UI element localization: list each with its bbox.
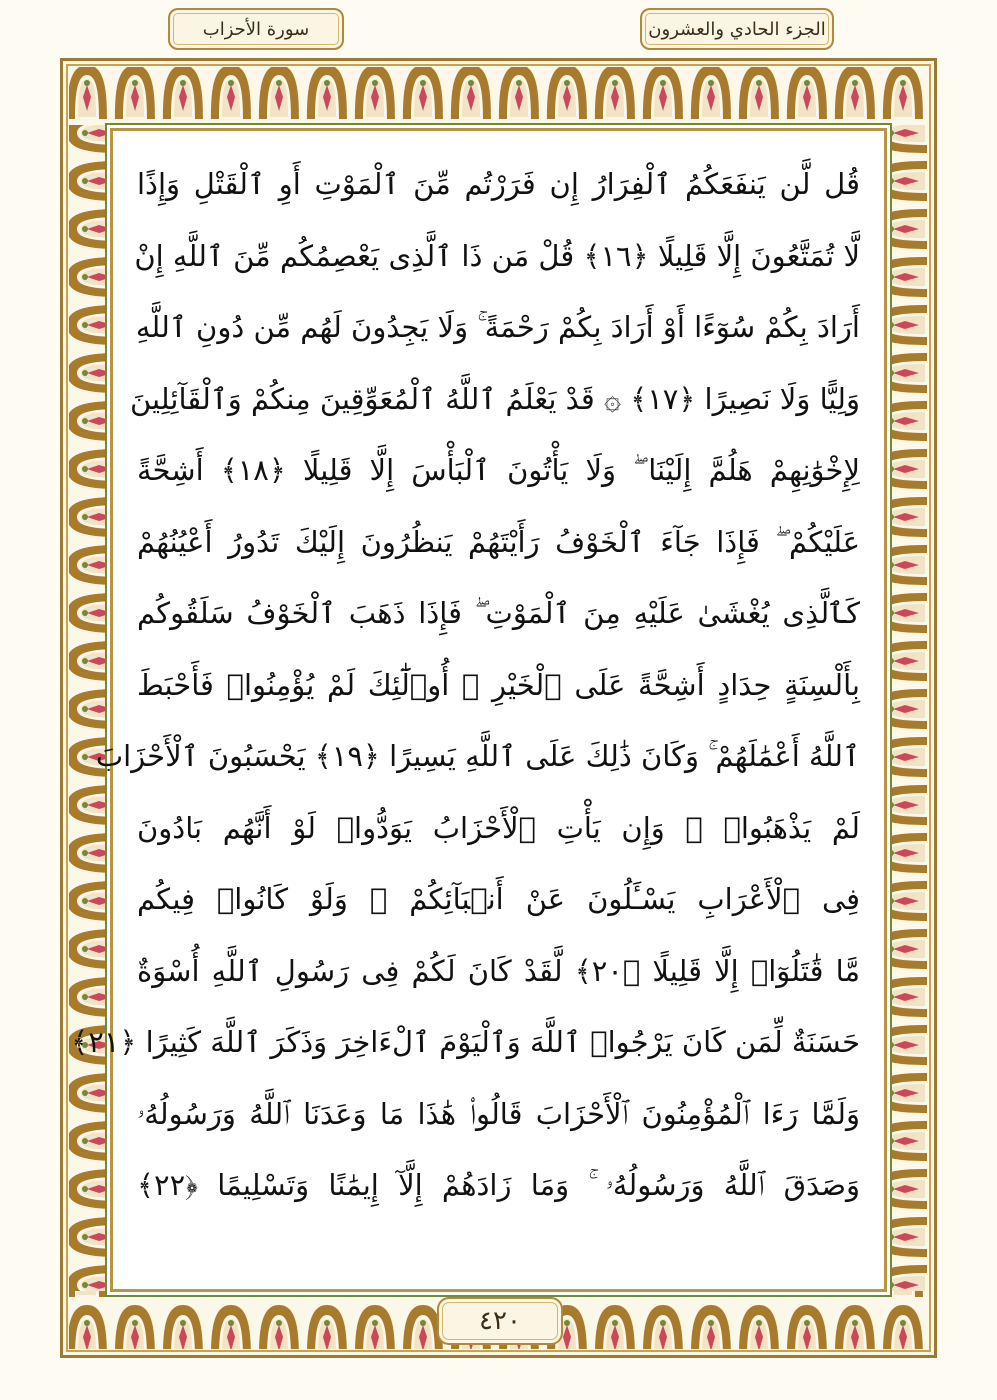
surah-name-tab bbox=[168, 8, 344, 50]
verse-line: وَلِيًّا وَلَا نَصِيرًا ﴿١٧﴾ ۞ قَدْ يَعْلَمُ ٱللَّهُ ٱلْمُعَوِّقِينَ مِنكُمْ وَٱلْقَآئِلِينَ bbox=[129, 381, 860, 416]
verse-line: مَّا قَٰتَلُوٓا۟ إِلَّا قَلِيلًا ﴿٢٠﴾ لَّقَدْ كَانَ لَكُمْ فِى رَسُولِ ٱللَّهِ أُسْوَةٌ bbox=[137, 953, 860, 988]
surah-name: سورة الأحزاب bbox=[202, 18, 310, 40]
verse-line: حَسَنَةٌ لِّمَن كَانَ يَرْجُوا۟ ٱللَّهَ وَٱلْيَوْمَ ٱلْءَاخِرَ وَذَكَرَ ٱللَّهَ كَثِيرًا ﴿٢١﴾ bbox=[71, 1025, 860, 1059]
verse-line: وَصَدَقَ ٱللَّهُ وَرَسُولُهُۥ ۚ وَمَا زَادَهُمْ إِلَّآ إِيمَٰنًا وَتَسْلِيمًا ﴿٢٢﴾ bbox=[137, 1168, 860, 1202]
quran-text-panel bbox=[71, 128, 887, 1292]
page-number: ٤٢٠ bbox=[479, 1306, 521, 1336]
juz-name-tab bbox=[640, 8, 834, 50]
verse-line: وَلَمَّا رَءَا ٱلْمُؤْمِنُونَ ٱلْأَحْزَابَ قَالُوا۟ هَٰذَا مَا وَعَدَنَا ٱللَّهُ وَرَسُولُهُۥ bbox=[137, 1096, 860, 1131]
verse-line: لَمْ يَذْهَبُوا۟ ۖ وَإِن يَأْتِ ٱلْأَحْزَابُ يَوَدُّوا۟ لَوْ أَنَّهُم بَادُونَ bbox=[137, 810, 860, 845]
verse-line: كَٱلَّذِى يُغْشَىٰ عَلَيْهِ مِنَ ٱلْمَوْتِ ۖ فَإِذَا ذَهَبَ ٱلْخَوْفُ سَلَقُوكُم bbox=[137, 596, 860, 630]
page-number-badge bbox=[437, 1297, 563, 1345]
verse-line: عَلَيْكُمْ ۖ فَإِذَا جَآءَ ٱلْخَوْفُ رَأَيْتَهُمْ يَنظُرُونَ إِلَيْكَ تَدُورُ أَعْيُنُهُمْ bbox=[137, 524, 860, 559]
verse-line: لَّا تُمَتَّعُونَ إِلَّا قَلِيلًا ﴿١٦﴾ قُلْ مَن ذَا ٱلَّذِى يَعْصِمُكُم مِّنَ ٱللَّهِ إِنْ bbox=[134, 238, 860, 273]
verse-line: بِأَلْسِنَةٍ حِدَادٍ أَشِحَّةً عَلَى ٱلْخَيْرِ ۚ أُو۟لَٰٓئِكَ لَمْ يُؤْمِنُوا۟ فَأَحْبَطَ bbox=[137, 667, 860, 702]
verse-line: ٱللَّهُ أَعْمَٰلَهُمْ ۚ وَكَانَ ذَٰلِكَ عَلَى ٱللَّهِ يَسِيرًا ﴿١٩﴾ يَحْسَبُونَ ٱلْأَحْزَابَ bbox=[95, 739, 860, 773]
juz-name: الجزء الحادي والعشرون bbox=[648, 18, 826, 40]
verse-line: قُل لَّن يَنفَعَكُمُ ٱلْفِرَارُ إِن فَرَرْتُم مِّنَ ٱلْمَوْتِ أَوِ ٱلْقَتْلِ وَإِذًا bbox=[137, 167, 860, 201]
verse-line: أَرَادَ بِكُمْ سُوٓءًا أَوْ أَرَادَ بِكُمْ رَحْمَةً ۚ وَلَا يَجِدُونَ لَهُم مِّن دُونِ ٱللَّهِ bbox=[135, 310, 860, 344]
verse-line: فِى ٱلْأَعْرَابِ يَسْـَٔلُونَ عَنْ أَنۢبَآئِكُمْ ۖ وَلَوْ كَانُوا۟ فِيكُم bbox=[137, 882, 860, 916]
verse-line: لِإِخْوَٰنِهِمْ هَلُمَّ إِلَيْنَا ۖ وَلَا يَأْتُونَ ٱلْبَأْسَ إِلَّا قَلِيلًا ﴿١٨﴾ أَشِحَّةً bbox=[137, 453, 860, 487]
